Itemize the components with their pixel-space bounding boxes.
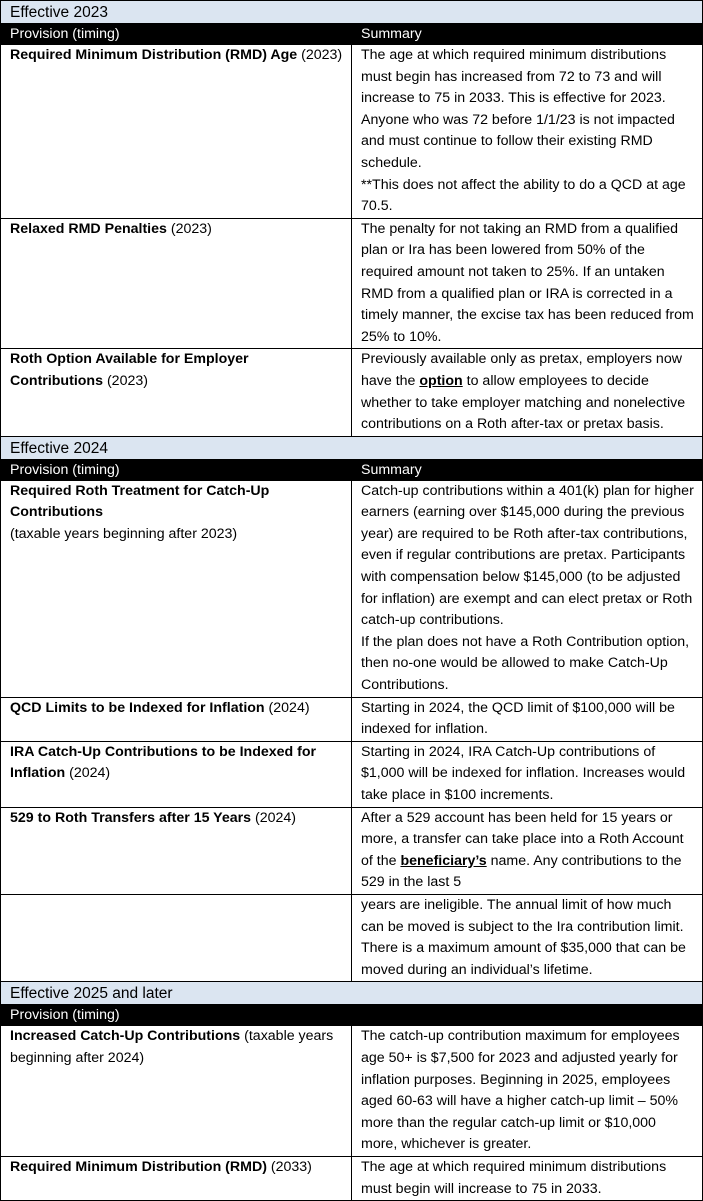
table-row <box>1 45 703 219</box>
column-header-summary: Summary <box>352 459 703 480</box>
provision-name: Required Minimum Distribution (RMD) <box>10 1158 267 1175</box>
provision-timing: (2024) <box>69 765 111 782</box>
provision-cell <box>1 45 352 219</box>
section-title: Effective 2024 <box>1 436 703 459</box>
emphasis-word: beneficiary’s <box>400 852 487 869</box>
summary-text: The age at which required minimum distributions must begin has increased from 72 to 73 and will increase to 75 in 2033. This is effective for 2023. Anyone who was 72 before 1/1/23 is not impacted and must continue to follow their existing RMD schedule. <box>361 47 675 171</box>
section-header-2023 <box>1 1 703 24</box>
summary-text: The catch-up contribution maximum for employees age 50+ is $7,500 for 2023 and adjusted yearly for inflation purposes. Beginning in 2025, employees aged 60-63 will have a higher catch-up limit – 50% more than the regular catch-up limit or $10,000 more, whichever is greater. <box>361 1028 680 1153</box>
summary-text: name. Any contributions to the 529 in the last 5 <box>361 852 682 891</box>
section-title: Effective 2025 and later <box>1 982 703 1005</box>
provision-name: IRA Catch-Up Contributions to be Indexed for Inflation <box>10 743 317 782</box>
summary-text: Previously available only as pretax, employers now have the <box>361 351 682 389</box>
provision-timing: (2033) <box>270 1158 312 1175</box>
summary-text: Starting in 2024, the QCD limit of $100,000 will be indexed for inflation. <box>361 699 675 738</box>
column-header-row <box>1 1005 703 1026</box>
table-row <box>1 218 703 349</box>
provision-cell-empty <box>1 894 352 981</box>
summary-cell <box>352 697 703 741</box>
provision-cell <box>1 480 352 697</box>
provision-cell <box>1 1156 352 1200</box>
provision-cell <box>1 807 352 894</box>
summary-text: Starting in 2024, IRA Catch-Up contributions of $1,000 will be indexed for inflation. Increases would take place in $100 increments. <box>361 743 686 803</box>
summary-text: to allow employees to decide whether to take employer matching and nonelective contributions on a Roth after-tax or pretax basis. <box>361 372 686 433</box>
summary-cell <box>352 480 703 697</box>
summary-note: **This does not affect the ability to do a QCD at age 70.5. <box>361 176 686 215</box>
column-header-summary: Summary <box>352 24 703 45</box>
provision-timing: (2024) <box>255 809 297 826</box>
column-header-provision: Provision (timing) <box>1 459 352 480</box>
provision-timing: (2024) <box>268 699 310 716</box>
column-header-row <box>1 459 703 480</box>
provision-name: Relaxed RMD Penalties <box>10 220 167 237</box>
section-header-2024 <box>1 436 703 459</box>
summary-text: The penalty for not taking an RMD from a qualified plan or Ira has been lowered from 50% of the required amount not taken to 25%. If an untaken RMD from a qualified plan or IRA is corrected in a timely manner, the excise tax has been reduced from 25% to 10%. <box>361 220 694 345</box>
summary-cell <box>352 741 703 807</box>
table-row <box>1 349 703 436</box>
column-header-row <box>1 24 703 45</box>
summary-text: After a 529 account has been held for 15 years or more, a transfer can take place into a Roth Account of the <box>361 809 684 869</box>
provision-name: Roth Option Available for Employer Contributions <box>10 351 249 389</box>
summary-note: If the plan does not have a Roth Contribution option, then no-one would be allowed to make Catch-Up Contributions. <box>361 633 690 694</box>
emphasis-word: option <box>419 372 463 389</box>
summary-cell <box>352 1026 703 1157</box>
table-row <box>1 1156 703 1200</box>
provision-timing: (taxable years beginning after 2023) <box>10 525 238 542</box>
summary-cell <box>352 218 703 349</box>
provision-name: Increased Catch-Up Contributions <box>10 1028 241 1045</box>
provision-timing: (taxable years beginning after 2024) <box>10 1028 334 1066</box>
summary-cell <box>352 349 703 436</box>
table-row <box>1 697 703 741</box>
column-header-provision: Provision (timing) <box>1 24 352 45</box>
provision-cell <box>1 218 352 349</box>
summary-cell <box>352 45 703 219</box>
provision-timing: (2023) <box>170 220 212 237</box>
table-row <box>1 741 703 807</box>
summary-text: years are ineligible. The annual limit of how much can be moved is subject to the Ira contribution limit. There is a maximum amount of $35,000 that can be moved during an individual’s lifetime. <box>361 896 686 978</box>
table-row <box>1 807 703 894</box>
provision-name: 529 to Roth Transfers after 15 Years <box>10 809 252 826</box>
summary-cell <box>352 894 703 981</box>
section-title: Effective 2023 <box>1 1 703 24</box>
column-header-summary <box>352 1005 703 1026</box>
summary-text: Catch-up contributions within a 401(k) plan for higher earners (earning over $145,000 during the previous year) are required to be Roth after-tax contributions, even if regular contributions are pretax. Participants with compensation below $145,000 (to be adjusted for inflation) are exempt and can elect pretax or Roth catch-up contributions. <box>361 482 694 629</box>
provision-cell <box>1 697 352 741</box>
provision-cell <box>1 741 352 807</box>
summary-cell <box>352 807 703 894</box>
table-row-continuation <box>1 894 703 981</box>
provision-cell <box>1 1026 352 1157</box>
section-header-2025 <box>1 982 703 1005</box>
provision-name: Required Roth Treatment for Catch-Up Contributions <box>10 482 270 521</box>
summary-cell <box>352 1156 703 1200</box>
provision-name: Required Minimum Distribution (RMD) Age <box>10 47 298 63</box>
provision-timing: (2023) <box>106 372 148 389</box>
table-row <box>1 1026 703 1157</box>
column-header-provision: Provision (timing) <box>1 1005 352 1026</box>
provision-name: QCD Limits to be Indexed for Inflation <box>10 699 265 716</box>
summary-text: The age at which required minimum distributions must begin will increase to 75 in 2033. <box>361 1158 667 1197</box>
provision-cell <box>1 349 352 436</box>
table-row <box>1 480 703 697</box>
provision-timing: (2023) <box>301 47 343 63</box>
